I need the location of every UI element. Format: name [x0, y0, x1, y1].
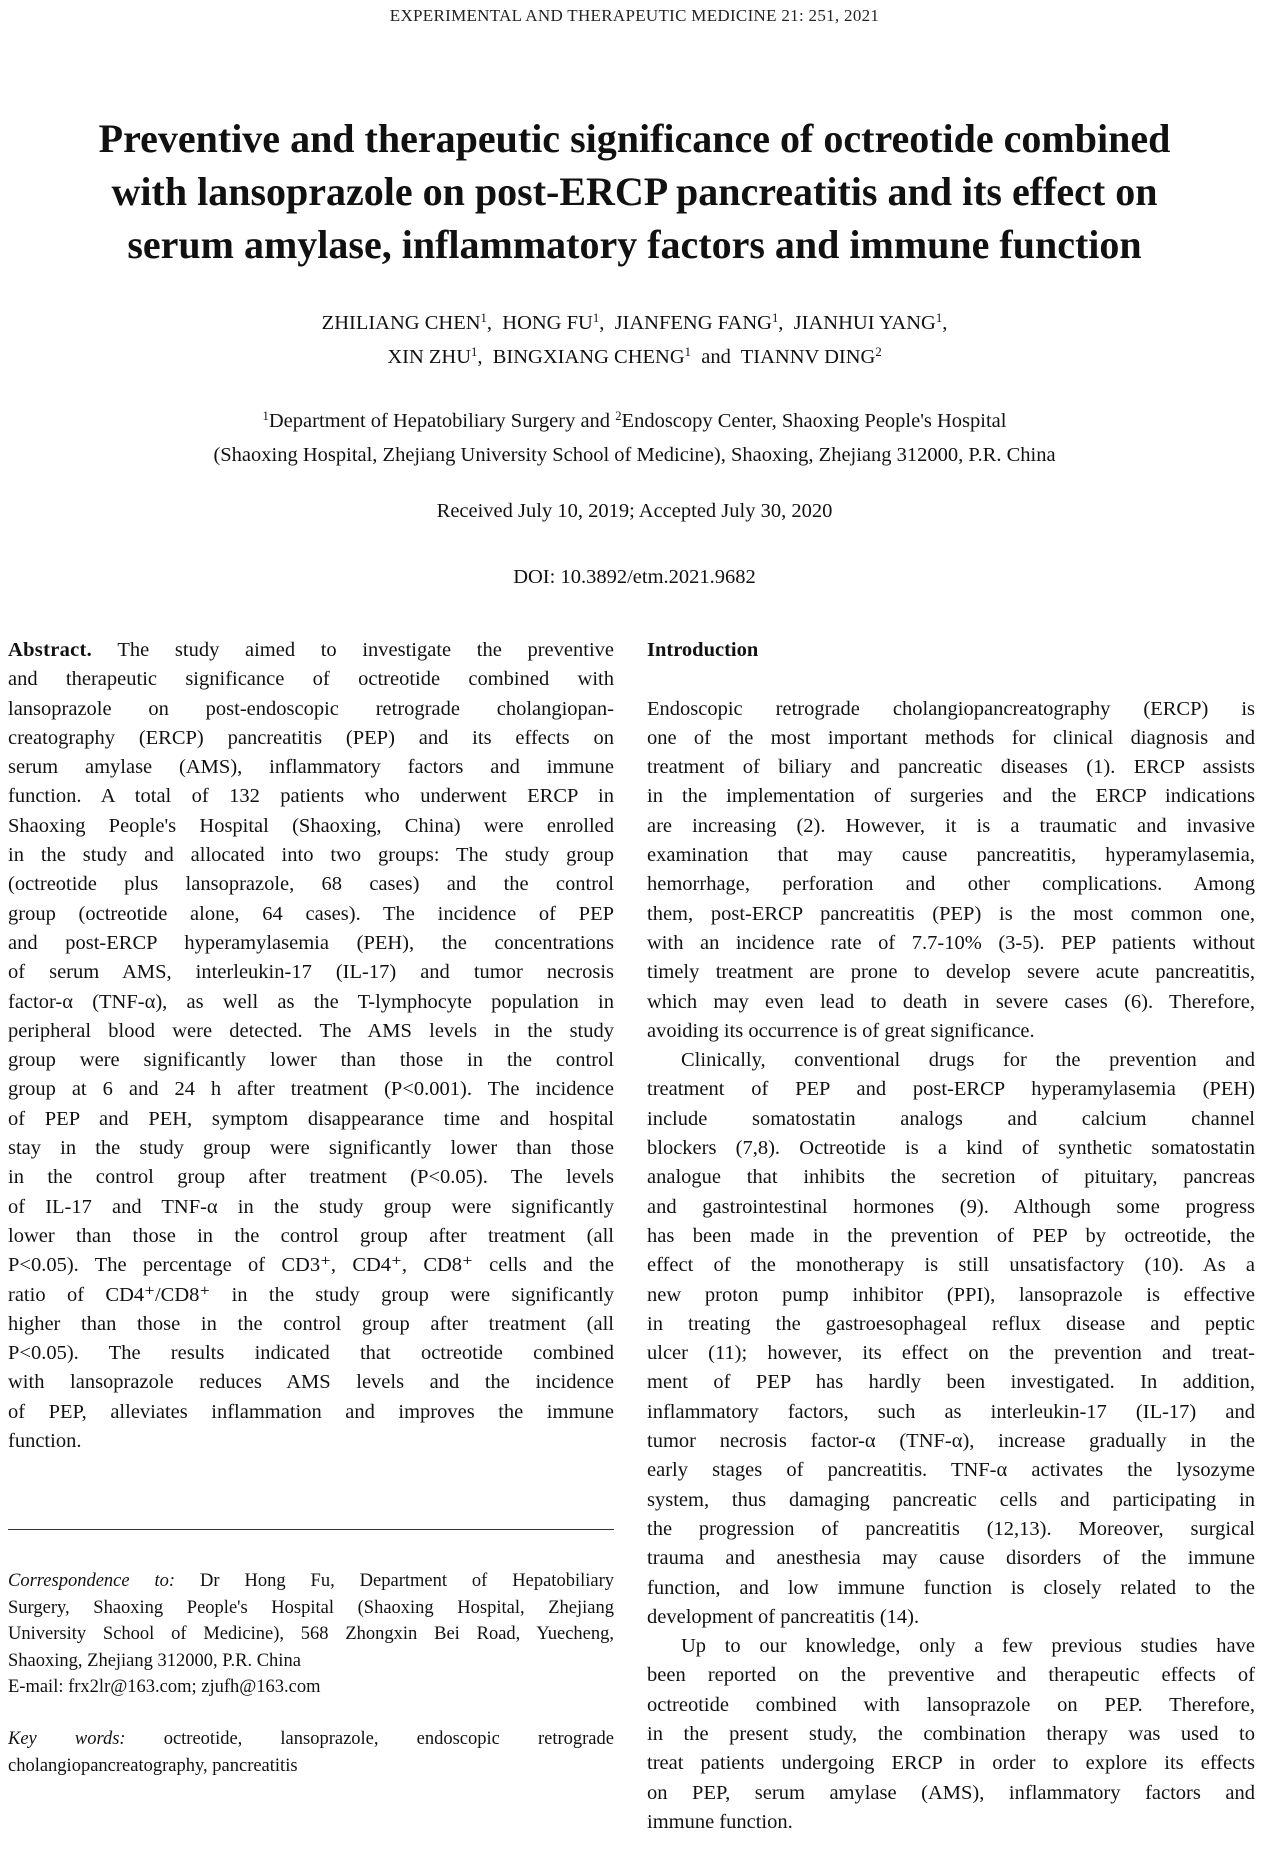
author-name: JIANHUI YANG: [793, 312, 936, 334]
title-line: with lansoprazole on post-ERCP pancreatitis and its effect on: [111, 169, 1158, 214]
intro-line: in the present study, the combination therapy was used to: [647, 1722, 1255, 1745]
abstract-line: lower than those in the control group after treatment (all: [8, 1224, 614, 1247]
intro-line: them, post-ERCP pancreatitis (PEP) is the most common one,: [647, 902, 1255, 925]
article-title: [30, 112, 1239, 271]
intro-paragraph: [647, 695, 1255, 1047]
keywords-line: [8, 1726, 614, 1753]
intro-line: early stages of pancreatitis. TNF-α activates the lysozyme: [647, 1459, 1255, 1482]
author-affil-sup: 1: [935, 311, 943, 326]
intro-line: inflammatory factors, such as interleukin-17 (IL-17) and: [647, 1400, 1255, 1423]
intro-line: Clinically, conventional drugs for the prevention and: [681, 1049, 1255, 1072]
correspondence-footnote: [8, 1568, 614, 1701]
keywords-text: octreotide, lansoprazole, endoscopic retrograde: [125, 1729, 614, 1749]
intro-line: include somatostatin analogs and calcium channel: [647, 1107, 1255, 1130]
intro-line: ment of PEP has hardly been investigated. In addition,: [647, 1371, 1255, 1394]
author-affil-sup: 1: [771, 311, 779, 326]
author-name: ZHILIANG CHEN: [321, 312, 481, 334]
abstract-line: P<0.05). The results indicated that octreotide combined: [8, 1342, 614, 1365]
abstract-line: function. A total of 132 patients who underwent ERCP in: [8, 785, 614, 808]
abstract-line: creatography (ERCP) pancreatitis (PEP) and its effects on: [8, 726, 614, 749]
author-line: ZHILIANG CHEN$^1$, HONG $FU^1$, JIANFENG FANG$^1$, JIANHUI YANG$^1$,: [321, 311, 948, 334]
intro-line: treatment of biliary and pancreatic diseases (1). ERCP assists: [647, 756, 1255, 779]
abstract-line: function.: [8, 1430, 82, 1453]
intro-line: one of the most important methods for clinical diagnosis and: [647, 726, 1255, 749]
affil-text: Department of Hepatobiliary Surgery and: [268, 410, 616, 432]
abstract-line: [8, 636, 614, 665]
abstract-line: and therapeutic significance of octreotide combined with: [8, 668, 614, 691]
footnote-divider: [8, 1529, 614, 1530]
abstract-line: P<0.05). The percentage of CD3⁺, CD4⁺, CD8⁺ cells and the: [8, 1254, 614, 1277]
right-column: [647, 636, 1255, 1837]
intro-line: Endoscopic retrograde cholangiopancreatography (ERCP) is: [647, 697, 1255, 720]
abstract-line: peripheral blood were detected. The AMS levels in the study: [8, 1019, 614, 1042]
intro-line: new proton pump inhibitor (PPI), lansoprazole is effective: [647, 1283, 1255, 1306]
abstract-line: stay in the study group were significantly lower than those: [8, 1137, 614, 1160]
intro-line: ulcer (11); however, its effect on the prevention and treat-: [647, 1342, 1255, 1365]
intro-line: immune function.: [647, 1810, 793, 1833]
affiliation: [0, 404, 1269, 472]
abstract-line: (octreotide plus lansoprazole, 68 cases) and the control: [8, 873, 614, 896]
abstract: [8, 636, 614, 1456]
intro-line: hemorrhage, perforation and other complications. Among: [647, 873, 1255, 896]
abstract-line: group at 6 and 24 h after treatment (P<0.001). The incidence: [8, 1078, 614, 1101]
author-list: [0, 306, 1269, 374]
author-connector: and: [701, 346, 731, 368]
intro-line: octreotide combined with lansoprazole on PEP. Therefore,: [647, 1693, 1255, 1716]
intro-line: timely treatment are prone to develop severe acute pancreatitis,: [647, 961, 1255, 984]
abstract-line: higher than those in the control group after treatment (all: [8, 1312, 614, 1335]
intro-line: treatment of PEP and post-ERCP hyperamylasemia (PEH): [647, 1078, 1255, 1101]
affiliation-line: (Shaoxing Hospital, Zhejiang University School of Medicine), Shaoxing, Zhejiang 312000, P.R. China: [213, 444, 1056, 466]
author-name: JIANFENG FANG: [614, 312, 772, 334]
intro-line: avoiding its occurrence is of great significance.: [647, 1019, 1035, 1042]
intro-line: on PEP, serum amylase (AMS), inflammatory factors and: [647, 1781, 1255, 1804]
affiliation-line: [0, 404, 1269, 438]
author-line: XIN ZHU$^1$, BINGXIANG CHENG$^1$ and TIANNV DING$^2$: [387, 345, 882, 368]
abstract-line: serum amylase (AMS), inflammatory factors and immune: [8, 756, 614, 779]
intro-line: effect of the monotherapy is still unsatisfactory (10). As a: [647, 1254, 1255, 1277]
intro-line: the progression of pancreatitis (12,13). Moreover, surgical: [647, 1517, 1255, 1540]
abstract-line: of PEP, alleviates inflammation and improves the immune: [8, 1400, 614, 1423]
section-spacer: [647, 665, 1255, 694]
keywords-line: cholangiopancreatography, pancreatitis: [8, 1755, 298, 1776]
intro-line: been reported on the preventive and therapeutic effects of: [647, 1664, 1255, 1687]
abstract-line: Shaoxing People's Hospital (Shaoxing, China) were enrolled: [8, 814, 614, 837]
doi: DOI: 10.3892/etm.2021.9682: [513, 566, 756, 588]
author-name: HONG FU: [502, 312, 593, 334]
keywords-label: Key words:: [8, 1729, 126, 1749]
intro-line: which may even lead to death in severe cases (6). Therefore,: [647, 990, 1255, 1013]
intro-paragraph: [647, 1632, 1255, 1837]
author-affil-sup: 1: [480, 311, 487, 326]
correspondence-email: E-mail: frx2lr@163.com; zjufh@163.com: [8, 1677, 321, 1697]
abstract-line: with lansoprazole reduces AMS levels and the incidence: [8, 1371, 614, 1394]
intro-line: has been made in the prevention of PEP by octreotide, the: [647, 1224, 1255, 1247]
intro-line: function, and low immune function is closely related to the: [647, 1576, 1255, 1599]
correspondence-label: Correspondence to:: [8, 1571, 176, 1591]
intro-line: examination that may cause pancreatitis, hyperamylasemia,: [647, 844, 1255, 867]
abstract-label: Abstract.: [8, 639, 93, 661]
author-affil-sup: 1: [592, 311, 600, 326]
abstract-line: of PEP and PEH, symptom disappearance time and hospital: [8, 1107, 614, 1130]
intro-line: Up to our knowledge, only a few previous studies have: [681, 1635, 1255, 1658]
title-line: serum amylase, inflammatory factors and immune function: [127, 222, 1142, 267]
abstract-line: of IL-17 and TNF-α in the study group were significantly: [8, 1195, 614, 1218]
correspondence-line: [8, 1568, 614, 1595]
abstract-line: in the study and allocated into two groups: The study group: [8, 844, 614, 867]
author-affil-sup: 2: [875, 345, 882, 360]
abstract-line: in the control group after treatment (P<0.05). The levels: [8, 1166, 614, 1189]
correspondence-line: Surgery, Shaoxing People's Hospital (Shaoxing Hospital, Zhejiang: [8, 1597, 614, 1618]
correspondence-line: University School of Medicine), 568 Zhongxin Bei Road, Yuecheng,: [8, 1624, 614, 1644]
intro-line: with an incidence rate of 7.7-10% (3-5). PEP patients without: [647, 931, 1255, 954]
affil-sup: 2: [615, 409, 622, 424]
intro-line: tumor necrosis factor-α (TNF-α), increase gradually in the: [647, 1430, 1255, 1453]
intro-paragraph: [647, 1046, 1255, 1632]
abstract-line: group (octreotide alone, 64 cases). The incidence of PEP: [8, 902, 614, 925]
abstract-text: The study aimed to investigate the preventive: [92, 639, 614, 661]
author-affil-sup: 1: [471, 345, 478, 360]
intro-line: blockers (7,8). Octreotide is a kind of synthetic somatostatin: [647, 1137, 1255, 1160]
abstract-line: ratio of CD4⁺/CD8⁺ in the study group were significantly: [8, 1283, 614, 1306]
intro-line: in treating the gastroesophageal reflux disease and peptic: [647, 1312, 1255, 1335]
intro-line: system, thus damaging pancreatic cells and participating in: [647, 1488, 1255, 1511]
left-column: [8, 636, 614, 1456]
author-name: BINGXIANG CHENG: [492, 346, 685, 368]
abstract-line: and post-ERCP hyperamylasemia (PEH), the concentrations: [8, 931, 614, 954]
abstract-line: group were significantly lower than those in the control: [8, 1049, 614, 1072]
intro-line: trauma and anesthesia may cause disorders of the immune: [647, 1547, 1255, 1570]
intro-line: and gastrointestinal hormones (9). Although some progress: [647, 1195, 1255, 1218]
intro-line: in the implementation of surgeries and the ERCP indications: [647, 785, 1255, 808]
affil-sup: 1: [262, 409, 269, 424]
correspondence-line: Shaoxing, Zhejiang 312000, P.R. China: [8, 1650, 301, 1671]
author-name: XIN ZHU: [387, 346, 472, 368]
correspondence-text: Dr Hong Fu, Department of Hepatobiliary: [175, 1571, 614, 1591]
affil-text: Endoscopy Center, Shaoxing People's Hospital: [621, 410, 1007, 432]
intro-line: analogue that inhibits the secretion of pituitary, pancreas: [647, 1166, 1255, 1189]
section-heading-introduction: Introduction: [647, 639, 759, 661]
abstract-line: factor-α (TNF-α), as well as the T-lymphocyte population in: [8, 990, 614, 1013]
intro-line: treat patients undergoing ERCP in order to explore its effects: [647, 1752, 1255, 1775]
title-line: Preventive and therapeutic significance of octreotide combined: [98, 116, 1171, 161]
author-affil-sup: 1: [684, 345, 691, 360]
keywords-footnote: [8, 1726, 614, 1779]
intro-line: development of pancreatitis (14).: [647, 1605, 920, 1628]
intro-line: are increasing (2). However, it is a traumatic and invasive: [647, 814, 1255, 837]
author-name: TIANNV DING: [740, 346, 876, 368]
abstract-line: of serum AMS, interleukin-17 (IL-17) and tumor necrosis: [8, 961, 614, 984]
abstract-line: lansoprazole on post-endoscopic retrograde cholangiopan-: [8, 697, 614, 720]
running-head: EXPERIMENTAL AND THERAPEUTIC MEDICINE 21: 251, 2021: [389, 6, 880, 25]
received-accepted-dates: Received July 10, 2019; Accepted July 30, 2020: [436, 500, 833, 522]
